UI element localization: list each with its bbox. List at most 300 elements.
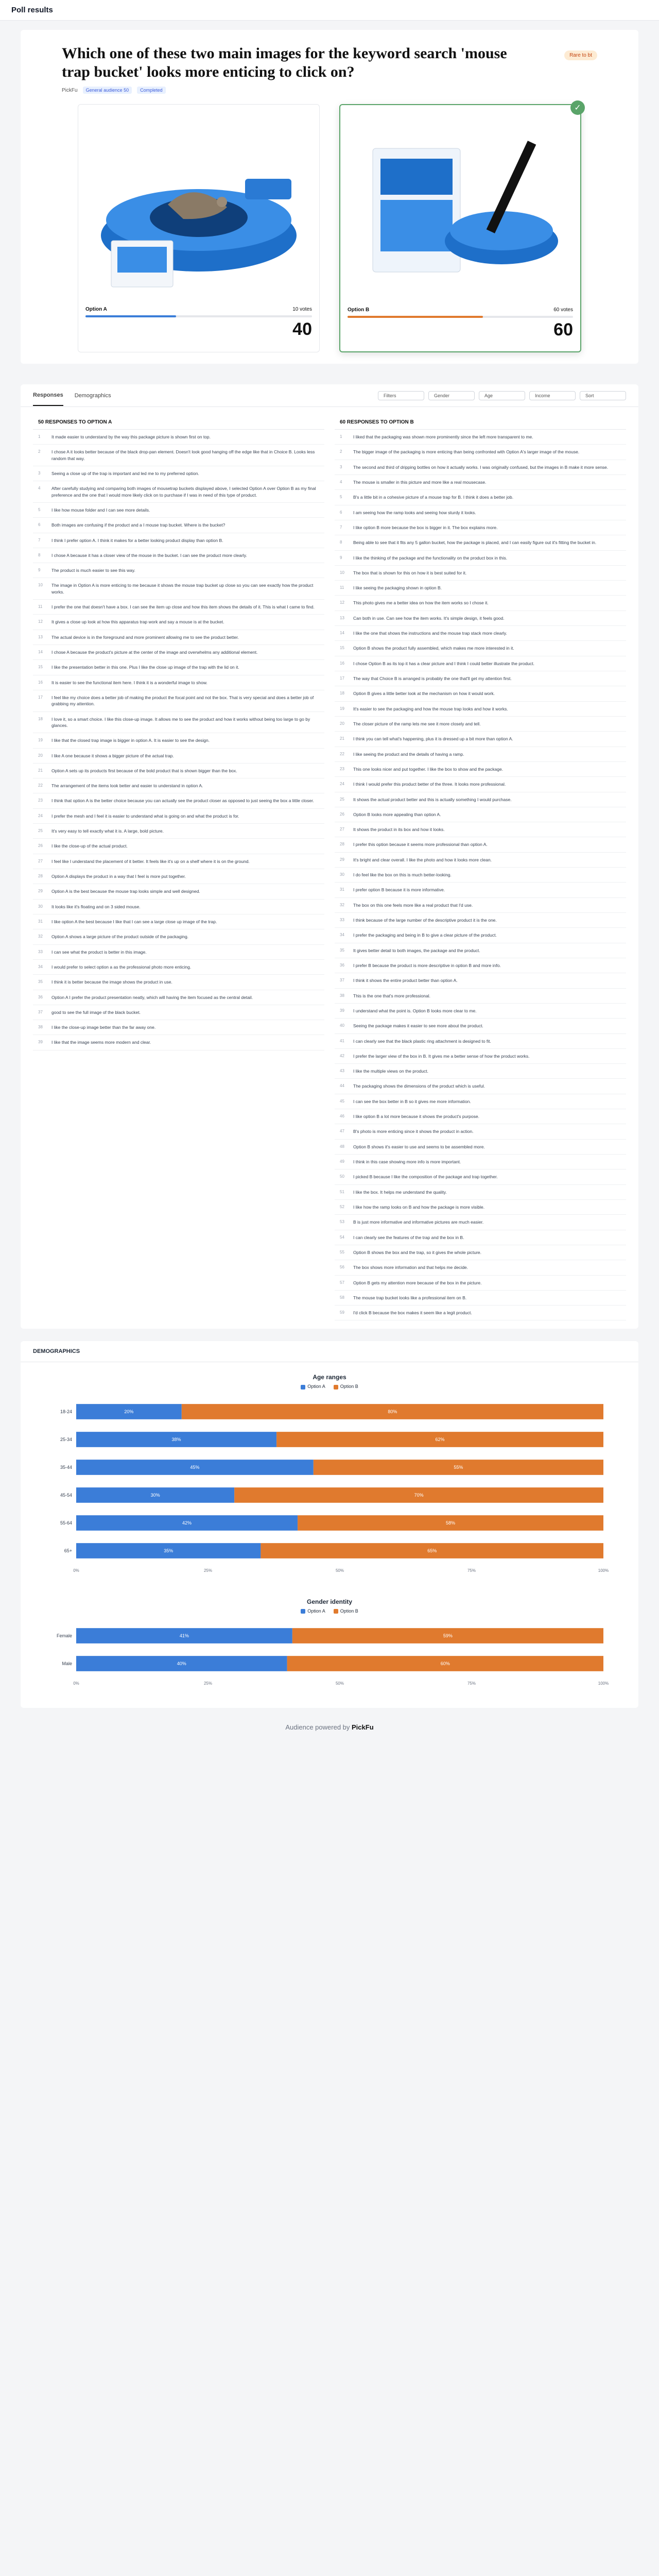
response-text: It is easier to see the functional item here. I think it is a wonderful image to show. (51, 680, 207, 685)
response-number: 19 (340, 706, 344, 711)
response-number: 2 (38, 449, 41, 454)
response-number: 37 (38, 1009, 43, 1014)
response-text: I prefer the larger view of the box in B. It gives me a better sense of how the product works. (353, 1053, 530, 1059)
response-item (335, 1306, 626, 1320)
chart-tick-label: 25% (203, 1568, 213, 1573)
response-text: I like option A the best because I like that I can see a large close up image of the trap. (51, 919, 217, 924)
response-item (335, 1291, 626, 1306)
audience-chip[interactable]: General audience 50 (83, 87, 132, 94)
option-a-image[interactable] (85, 112, 312, 297)
response-item (335, 551, 626, 566)
response-text: The bigger image of the packaging is more enticing than being confronted with Option A's larger image of the mouse. (353, 449, 580, 455)
response-text: I chose A because it has a closer view of the mouse in the bucket. I can see the product more clearly. (51, 552, 247, 558)
response-text: I think because of the large number of the descriptive product it is the one. (353, 918, 497, 923)
age-chart-svg (45, 1389, 614, 1580)
response-number: 14 (38, 650, 43, 654)
response-text: The product is much easier to see this way. (51, 568, 135, 573)
response-number: 32 (38, 934, 43, 939)
response-text: I like option B a lot more because it shows the product's purpose. (353, 1114, 479, 1120)
response-number: 45 (340, 1098, 344, 1104)
response-item (33, 675, 324, 690)
response-text: I prefer the one that doesn't have a box. I can see the item up close and how this item shows the details of it. This is what I came to find. (51, 604, 315, 610)
option-b-responses (335, 415, 626, 1320)
response-item (33, 630, 324, 645)
response-item (335, 475, 626, 490)
response-number: 23 (340, 766, 344, 771)
response-number: 12 (38, 619, 43, 624)
response-item (335, 1034, 626, 1049)
response-text: Option B gets my attention more because of the box in the picture. (353, 1280, 482, 1285)
response-text: Option A is the best because the mouse trap looks simple and well designed. (51, 889, 200, 894)
response-text: The box on this one feels more like a real product that I'd use. (353, 902, 473, 908)
response-number: 24 (340, 782, 344, 787)
response-text: The arrangement of the items look better and easier to understand in option A. (51, 783, 203, 789)
chart-category-label: 25-34 (60, 1436, 72, 1442)
response-text: It shows the product in its box and how it looks. (353, 827, 445, 833)
bar-label-option-b: 60% (440, 1660, 450, 1666)
response-number: 6 (38, 522, 41, 528)
response-item (335, 596, 626, 611)
response-item (335, 581, 626, 596)
response-number: 36 (340, 962, 344, 968)
response-number: 7 (38, 537, 41, 543)
response-text: I think it is better because the image shows the product in use. (51, 979, 172, 985)
response-number: 10 (38, 583, 43, 588)
response-text: I like A one because it shows a bigger picture of the actual trap. (51, 753, 174, 758)
response-number: 20 (340, 721, 344, 726)
response-text: I feel like I understand the placement of it better. It feels like it's up on a shelf where it is on the ground. (51, 858, 250, 864)
response-item (335, 868, 626, 883)
response-text: good to see the full image of the black bucket. (51, 1009, 141, 1015)
response-number: 52 (340, 1204, 344, 1209)
response-number: 23 (38, 798, 43, 803)
response-text: It shows the actual product better and this is actually something I would purchase. (353, 796, 512, 802)
response-text: The box shows more information and that helps me decide. (353, 1265, 469, 1270)
chart-category-label: 55-64 (60, 1520, 72, 1526)
response-item (335, 1140, 626, 1155)
demographics-section (21, 1341, 638, 1707)
response-text: I do feel like the box on this is much better-looking. (353, 872, 452, 878)
response-number: 7 (340, 524, 342, 530)
response-number: 3 (340, 464, 342, 469)
response-item (33, 793, 324, 808)
gender-chart (21, 1587, 638, 1698)
bar-label-option-a: 40% (177, 1660, 186, 1666)
age-chart (21, 1362, 638, 1586)
tab-demographics[interactable]: Demographics (74, 392, 111, 399)
response-item (335, 1276, 626, 1291)
response-number: 38 (38, 1025, 43, 1030)
response-text: Option B shows the product fully assembled, which makes me more interested in it. (353, 646, 514, 651)
response-text: It made easier to understand by the way this package picture is shown first on top. (51, 434, 211, 439)
response-number: 12 (340, 600, 344, 605)
response-text: I like that the image seems more modern and clear. (51, 1040, 151, 1045)
poll-question: Which one of these two main images for the keyword search 'mouse trap bucket' looks more enticing to click on? (62, 45, 507, 80)
pickfu-logo: PickFu (352, 1723, 374, 1731)
response-number: 21 (340, 736, 344, 741)
response-item (335, 671, 626, 686)
response-item (335, 762, 626, 777)
response-text: This is the one that's more professional. (353, 993, 430, 998)
response-text: The image in Option A is more enticing to me because it shows the mouse trap bucket up close so you can see exactly how the product works. (51, 583, 314, 595)
response-item (335, 1245, 626, 1260)
response-text: I like the presentation better in this one. Plus I like the close up image of the trap with the lid on it. (51, 665, 239, 670)
response-text: I like how the ramp looks on B and how the package is more visible. (353, 1204, 485, 1210)
response-text: The packaging shows the dimensions of the product which is useful. (353, 1083, 485, 1089)
response-text: I love it, so a smart choice. I like this close-up image. It allows me to see the product and how it works without being too large to go by glances. (51, 716, 310, 728)
response-item (335, 792, 626, 807)
bar-label-option-a: 30% (150, 1492, 160, 1498)
response-item (335, 686, 626, 701)
response-item (33, 960, 324, 975)
response-item (335, 883, 626, 897)
response-item (335, 1170, 626, 1184)
response-number: 14 (340, 631, 344, 636)
chart-tick-label: 100% (598, 1681, 609, 1686)
option-a-responses (33, 415, 324, 1320)
response-item (33, 900, 324, 914)
response-number: 50 (340, 1174, 344, 1179)
response-number: 49 (340, 1159, 344, 1164)
response-number: 24 (38, 813, 43, 818)
response-item (335, 1215, 626, 1230)
response-item (335, 717, 626, 732)
response-text: I chose A it looks better because of the black drop-pan element. Doesn't look good hanging off the edge like that in Choice B. Looks less random that way. (51, 449, 315, 461)
response-text: B's a little bit in a cohesive picture of a mouse trap for B. I think it does a better job. (353, 495, 514, 500)
completed-chip: Completed (137, 87, 166, 94)
gender-chart-legend (45, 1608, 614, 1614)
response-text: It gives a close up look at how this apparatus trap work and say a mouse is at the bucket. (51, 619, 224, 625)
response-number: 22 (38, 783, 43, 788)
response-text: I like seeing the packaging shown in option B. (353, 585, 442, 591)
response-text: It's bright and clear overall. I like the photo and how it looks more clean. (353, 857, 492, 862)
response-text: Option B looks more appealing than option A. (353, 811, 441, 817)
response-number: 4 (38, 486, 41, 491)
response-text: I like the thinking of the package and the functionality on the product box in this. (353, 555, 508, 561)
footer (0, 1708, 659, 1747)
response-item (335, 943, 626, 958)
response-item (335, 611, 626, 626)
response-item (335, 913, 626, 928)
response-number: 9 (38, 568, 41, 573)
response-text: I like the one that shows the instructions and the mouse trap stack more clearly. (353, 631, 507, 636)
response-text: B's photo is more enticing since it shows the product in action. (353, 1129, 474, 1134)
response-number: 8 (38, 552, 41, 557)
response-item (335, 837, 626, 852)
age-chart-legend (45, 1384, 614, 1389)
response-item (33, 615, 324, 630)
response-number: 16 (38, 680, 43, 685)
response-text: Option B shows the box and the trap, so it gives the whole picture. (353, 1249, 482, 1255)
response-item (335, 807, 626, 822)
response-text: I like how mouse folder and I can see more details. (51, 507, 150, 513)
response-number: 41 (340, 1038, 344, 1043)
response-number: 42 (340, 1053, 344, 1058)
gender-chart-svg (45, 1614, 614, 1691)
response-number: 3 (38, 470, 41, 476)
response-item (335, 1004, 626, 1019)
response-item (335, 777, 626, 792)
response-text: Both images are confusing if the product and a I mouse trap bucket. Where is the bucket? (51, 522, 226, 528)
response-item (335, 626, 626, 641)
response-number: 25 (340, 796, 344, 802)
response-number: 33 (38, 949, 43, 954)
response-number: 16 (340, 660, 344, 666)
chart-tick-label: 0% (73, 1568, 79, 1573)
response-number: 37 (340, 978, 344, 983)
filter-income[interactable]: Income (529, 391, 576, 400)
response-text: I like option B more because the box is bigger in it. The box explains more. (353, 524, 498, 530)
response-text: I'd click B because the box makes it seem like a legit product. (353, 1310, 472, 1316)
footer-prefix: Audience powered by (285, 1723, 350, 1731)
response-item (335, 747, 626, 762)
chart-category-label: 45-54 (60, 1492, 72, 1498)
option-b-progress-fill (348, 316, 483, 318)
response-text: I would prefer to select option a as the professional photo more enticing. (51, 964, 192, 970)
response-number: 32 (340, 902, 344, 907)
option-b-votes: 60 (553, 320, 573, 340)
response-text: I prefer this option because it seems more professional than option A. (353, 842, 488, 848)
bar-label-option-b: 80% (388, 1409, 397, 1414)
response-number: 26 (38, 843, 43, 849)
response-text: Can both in use. Can see how the item works. It's simple design, it feels good. (353, 615, 505, 621)
response-number: 38 (340, 993, 344, 998)
response-number: 15 (38, 665, 43, 670)
response-item (33, 548, 324, 563)
response-text: The mouse trap bucket looks like a professional item on B. (353, 1295, 467, 1300)
response-text: I liked that the packaging was shown more prominently since the left more transparent to me. (353, 434, 533, 439)
legend-option-b: Option B (334, 1384, 358, 1389)
response-number: 1 (340, 434, 342, 439)
response-text: I prefer option B because it is more informative. (353, 887, 445, 893)
response-number: 59 (340, 1310, 344, 1315)
response-item (335, 1200, 626, 1215)
response-number: 51 (340, 1189, 344, 1194)
option-a-progress-fill (85, 315, 176, 317)
option-b-image[interactable] (348, 112, 573, 298)
response-number: 21 (38, 768, 43, 773)
page-title: Poll results (11, 6, 53, 14)
response-item (335, 445, 626, 460)
option-a-label: Option A (85, 307, 107, 312)
response-text: I can see the box better in B so it gives me more information. (353, 1098, 471, 1104)
response-text: I prefer B because the product is more descriptive in option B and more info. (353, 962, 501, 968)
response-item (335, 1260, 626, 1275)
response-number: 43 (340, 1069, 344, 1074)
response-text: The way that Choice B is arranged is probably the one that'll get my attention first. (353, 676, 512, 681)
response-number: 44 (340, 1083, 344, 1089)
response-number: 5 (340, 495, 342, 500)
response-text: The box that is shown for this on how it is best suited for it. (353, 570, 467, 575)
response-number: 13 (38, 634, 43, 639)
response-number: 2 (340, 449, 342, 454)
response-number: 58 (340, 1295, 344, 1300)
option-a-progress (85, 315, 312, 317)
bar-label-option-a: 38% (171, 1436, 181, 1442)
response-text: I like the multiple views on the product. (353, 1069, 428, 1074)
response-item (335, 702, 626, 717)
response-number: 34 (340, 933, 344, 938)
response-item (33, 733, 324, 748)
chart-tick-label: 50% (335, 1681, 344, 1686)
response-text: Option A sets up its products first because of the bold product that is shown bigger than the box. (51, 768, 237, 773)
response-number: 53 (340, 1219, 344, 1225)
response-text: B is just more informative and informative pictures are much easier. (353, 1219, 484, 1225)
response-item (33, 809, 324, 824)
response-item (33, 929, 324, 944)
response-number: 22 (340, 751, 344, 756)
response-text: I chose Option B as its top it has a clear picture and I think I could better illustrate the product. (353, 660, 534, 666)
response-number: 17 (38, 694, 43, 700)
option-b-votes-label: 60 votes (553, 307, 573, 313)
response-text: This photo gives me a better idea on how the item works so I chose it. (353, 600, 489, 606)
response-number: 15 (340, 646, 344, 651)
gender-chart-title: Gender identity (306, 1598, 352, 1605)
response-number: 36 (38, 994, 43, 999)
response-text: I think in this case showing more info is more important. (353, 1159, 461, 1164)
filter-bar (378, 391, 626, 400)
response-text: Option A displays the product in a way that I feel is more put together. (51, 874, 186, 879)
response-text: I think it shows the entire product better than option A. (353, 978, 458, 984)
response-item (335, 1109, 626, 1124)
response-text: I think I prefer option A. I think it makes for a better looking product display than option B. (51, 537, 223, 543)
response-number: 34 (38, 964, 43, 969)
response-number: 31 (340, 887, 344, 892)
winner-check-icon: ✓ (570, 100, 585, 115)
legend-option-b: Option B (334, 1608, 358, 1614)
response-item (335, 535, 626, 550)
chart-tick-label: 25% (203, 1681, 213, 1686)
filter-gender[interactable]: Gender (428, 391, 475, 400)
response-item (33, 975, 324, 990)
response-text: Option A shows a large picture of the product outside of the packaging. (51, 934, 189, 940)
option-a-votes: 40 (292, 319, 312, 339)
response-item (33, 839, 324, 854)
response-item (33, 914, 324, 929)
bar-label-option-a: 42% (182, 1520, 192, 1526)
response-text: I prefer the mesh and I feel it is easier to understand what is going on and what the product is for. (51, 813, 239, 819)
response-text: Seeing the package makes it easier to see more about the product. (353, 1023, 483, 1029)
response-number: 47 (340, 1129, 344, 1134)
response-text: I like that the closed trap image is bigger in option A. It is easier to see the design. (51, 738, 210, 743)
response-number: 13 (340, 615, 344, 620)
filter-age[interactable]: Age (479, 391, 525, 400)
response-item (335, 1124, 626, 1139)
response-number: 30 (340, 872, 344, 877)
response-item (33, 990, 324, 1005)
response-item (33, 690, 324, 712)
status-badge: Rare to bt (564, 50, 597, 60)
bar-label-option-a: 20% (124, 1409, 134, 1414)
response-text: This one looks nicer and put together. I like the box to show and the package. (353, 766, 504, 772)
response-text: Being able to see that it fits any 5 gallon bucket, how the package is placed, and I can easily figure out it's fitting the bucket in. (353, 540, 597, 546)
chart-tick-label: 0% (73, 1681, 79, 1686)
bar-label-option-a: 45% (190, 1464, 200, 1470)
response-text: It's easier to see the packaging and how the mouse trap looks and how it works. (353, 706, 508, 711)
response-text: I am seeing how the ramp looks and seeing how sturdy it looks. (353, 510, 476, 515)
response-item (33, 563, 324, 578)
response-number: 17 (340, 676, 344, 681)
response-text: The closer picture of the ramp lets me see it more closely and tell. (353, 721, 481, 726)
response-item (335, 958, 626, 973)
response-number: 11 (38, 604, 43, 609)
response-text: The second and third of dripping bottles on how it actually works. I was originally confused, but the images in B make it more sense. (353, 464, 609, 470)
chart-category-label: 18-24 (60, 1409, 72, 1414)
tab-responses[interactable]: Responses (33, 385, 63, 406)
bar-label-option-b: 59% (443, 1633, 453, 1638)
demographics-title: DEMOGRAPHICS (21, 1341, 638, 1362)
bar-label-option-b: 70% (414, 1492, 424, 1498)
top-bar (0, 0, 659, 21)
response-item (335, 973, 626, 988)
response-item (33, 578, 324, 600)
response-number: 18 (38, 716, 43, 721)
bar-label-option-b: 58% (446, 1520, 456, 1526)
poll-meta (62, 87, 597, 94)
option-b-responses-heading: 60 RESPONSES TO OPTION B (335, 415, 626, 430)
response-number: 39 (38, 1040, 43, 1045)
response-number: 54 (340, 1234, 344, 1240)
response-item (33, 945, 324, 960)
response-number: 31 (38, 919, 43, 924)
response-number: 9 (340, 555, 342, 560)
bar-label-option-b: 62% (435, 1436, 445, 1442)
response-number: 20 (38, 753, 43, 758)
response-number: 35 (38, 979, 43, 985)
chart-tick-label: 100% (598, 1568, 609, 1573)
response-item (33, 869, 324, 884)
option-b-card[interactable] (339, 104, 581, 352)
filter-all[interactable]: Filters (378, 391, 424, 400)
response-item (335, 1155, 626, 1170)
response-item (33, 466, 324, 481)
response-text: I think that option A is the better choice because you can actually see the product closer as opposed to just seeing the box a little closer. (51, 798, 314, 804)
response-item (33, 503, 324, 518)
response-item (335, 460, 626, 475)
option-a-card[interactable] (78, 104, 320, 352)
response-item (335, 853, 626, 868)
response-number: 5 (38, 507, 41, 512)
response-item (335, 490, 626, 505)
filter-sort[interactable]: Sort (580, 391, 626, 400)
response-number: 56 (340, 1265, 344, 1270)
response-item (335, 1049, 626, 1064)
response-item (33, 764, 324, 778)
response-item (33, 645, 324, 660)
response-number: 4 (340, 479, 342, 484)
response-text: I can clearly see that the black plastic ring attachment is designed to fit. (353, 1038, 491, 1044)
bar-label-option-a: 35% (164, 1548, 174, 1553)
age-chart-title: Age ranges (313, 1374, 346, 1381)
response-text: I like seeing the product and the details of having a ramp. (353, 751, 464, 757)
response-number: 8 (340, 540, 342, 545)
response-number: 10 (340, 570, 344, 575)
response-item (33, 884, 324, 899)
response-item (33, 660, 324, 675)
audience-label: PickFu (62, 87, 78, 93)
chart-category-label: Male (62, 1660, 72, 1666)
response-number: 18 (340, 691, 344, 696)
response-text: It gives better detail to both images, the package and the product. (353, 947, 480, 953)
response-number: 48 (340, 1144, 344, 1149)
response-text: I prefer the packaging and being in B to give a clear picture of the product. (353, 933, 497, 938)
response-number: 57 (340, 1280, 344, 1285)
response-number: 27 (38, 858, 43, 863)
bar-label-option-b: 65% (427, 1548, 437, 1553)
response-text: I like the close-up image better than the far away one. (51, 1025, 156, 1030)
response-item (335, 566, 626, 581)
response-item (335, 928, 626, 943)
